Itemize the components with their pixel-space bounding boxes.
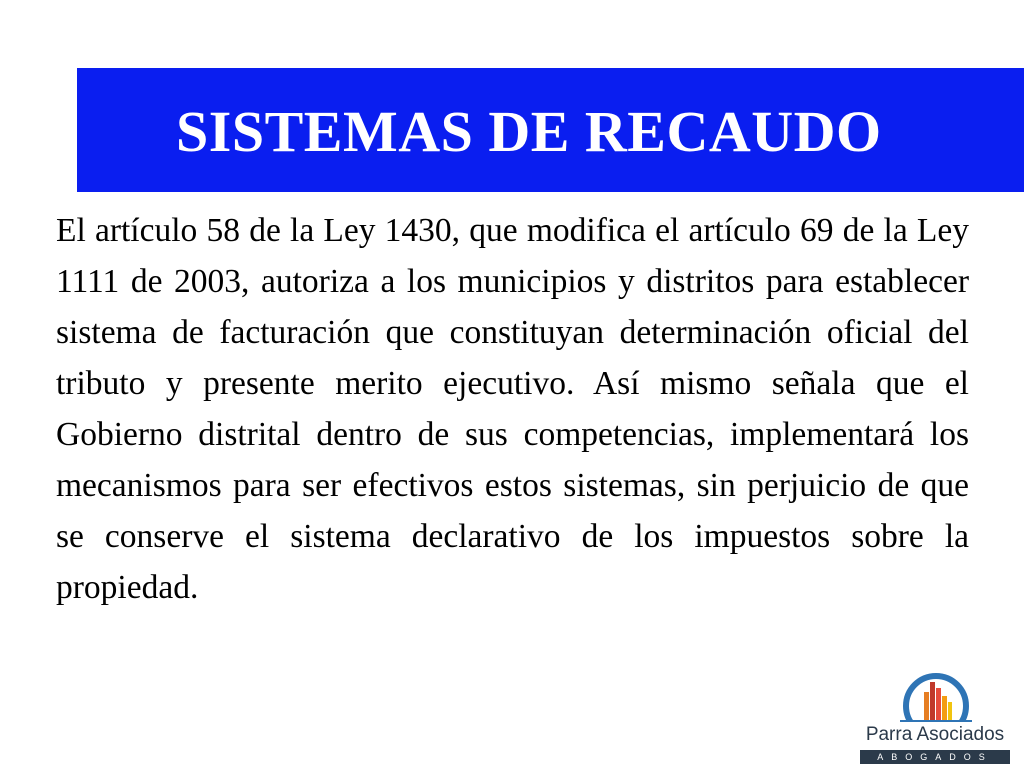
slide-title: SISTEMAS DE RECAUDO (176, 99, 882, 164)
logo-name: Parra Asociados (865, 724, 1005, 745)
slide-body-text: El artículo 58 de la Ley 1430, que modifica el artículo 69 de la Ley 1111 de 2003, autoriza a los municipios y distritos para establecer sistema de facturación que constituyan determinación oficial del tributo y presente merito ejecutivo. Así mismo señala que el Gobierno distrital dentro de sus competencias, implementará los mecanismos para ser efectivos estos sistemas, sin perjuicio de que se conserve el sistema declarativo de los impuestos sobre la propiedad. (56, 212, 969, 606)
company-logo (854, 668, 1018, 768)
title-bar (77, 68, 1024, 192)
logo-subtitle: ABOGADOS (860, 750, 1010, 764)
logo-emblem-icon (854, 668, 1018, 728)
